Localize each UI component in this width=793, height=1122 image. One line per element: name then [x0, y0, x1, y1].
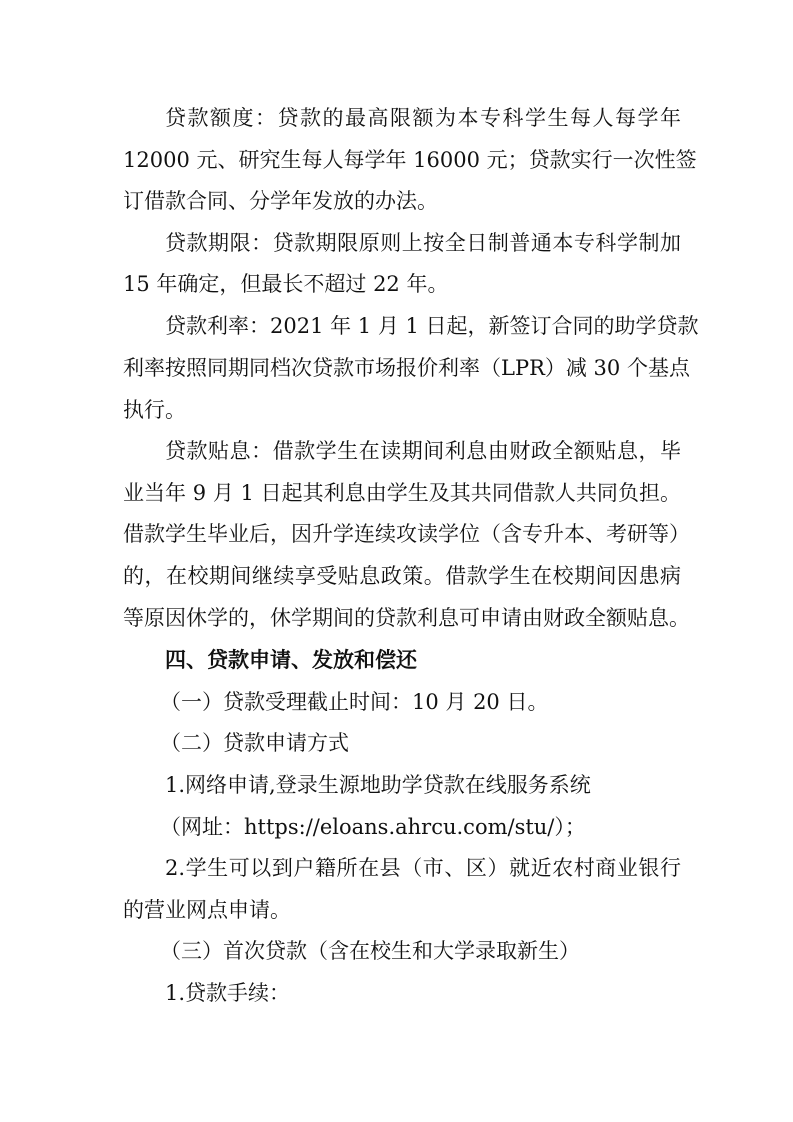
paragraph-line: 1.网络申请,登录生源地助学贷款在线服务系统: [165, 773, 591, 797]
paragraph-line: 等原因休学的，休学期间的贷款利息可申请由财政全额贴息。: [123, 606, 690, 630]
section-heading: 四、贷款申请、发放和偿还: [165, 648, 417, 672]
paragraph-line: 2.学生可以到户籍所在县（市、区）就近农村商业银行: [165, 856, 681, 880]
paragraph-line: 订借款合同、分学年发放的办法。: [123, 189, 438, 213]
paragraph-line: 利率按照同期同档次贷款市场报价利率（LPR）减 30 个基点: [123, 356, 690, 380]
paragraph-line: 贷款贴息：借款学生在读期间利息由财政全额贴息，毕: [165, 439, 681, 463]
paragraph-line: 12000 元、研究生每人每学年 16000 元；贷款实行一次性签: [123, 148, 697, 172]
paragraph-line: 15 年确定，但最长不超过 22 年。: [123, 272, 449, 296]
paragraph-line: （三）首次贷款（含在校生和大学录取新生）: [160, 939, 580, 963]
paragraph-line: 的营业网点申请。: [123, 898, 291, 922]
paragraph-line: 执行。: [123, 398, 186, 422]
paragraph-line: 贷款期限：贷款期限原则上按全日制普通本专科学制加: [165, 231, 681, 255]
paragraph-line: （网址：https://eloans.ahrcu.com/stu/）；: [160, 815, 586, 839]
paragraph-line: 借款学生毕业后，因升学连续攻读学位（含专升本、考研等）: [123, 522, 690, 546]
paragraph-line: （二）贷款申请方式: [160, 731, 349, 755]
paragraph-line: 贷款利率：2021 年 1 月 1 日起，新签订合同的助学贷款: [165, 314, 699, 338]
paragraph-line: 贷款额度：贷款的最高限额为本专科学生每人每学年: [165, 106, 681, 130]
paragraph-line: 1.贷款手续：: [165, 981, 291, 1005]
paragraph-line: （一）贷款受理截止时间：10 月 20 日。: [160, 690, 549, 714]
paragraph-line: 的，在校期间继续享受贴息政策。借款学生在校期间因患病: [123, 564, 681, 588]
paragraph-line: 业当年 9 月 1 日起其利息由学生及其共同借款人共同负担。: [123, 481, 681, 505]
